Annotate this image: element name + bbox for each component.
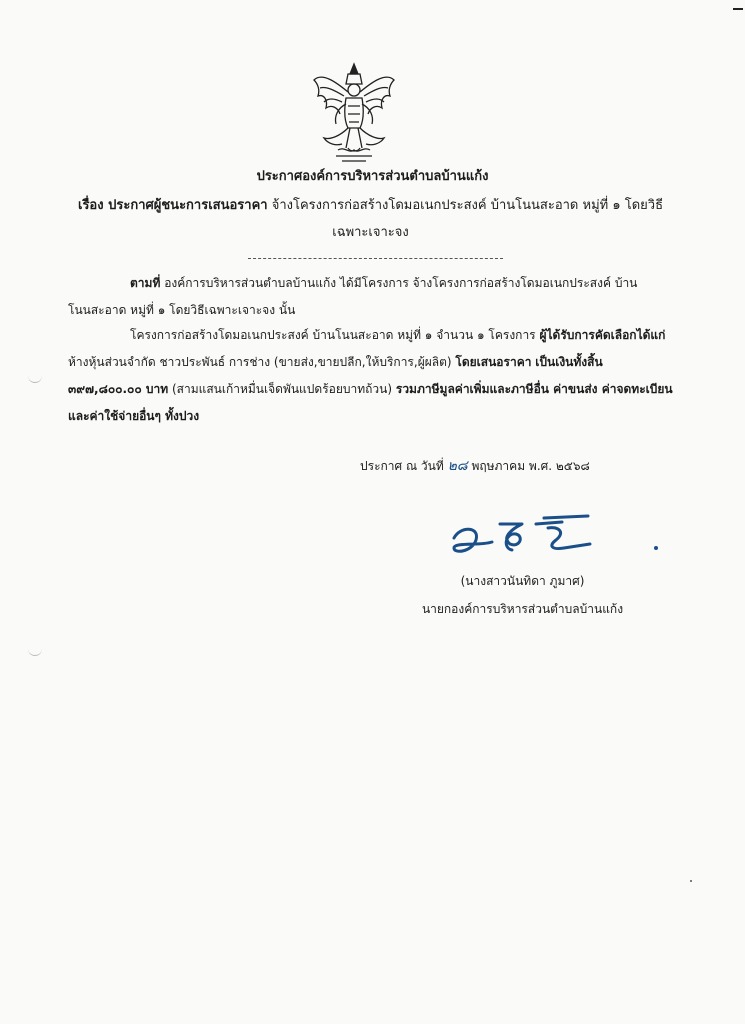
- garuda-emblem-icon: [308, 62, 400, 164]
- p2-total-label: เป็นเงินทั้งสิ้น: [535, 355, 603, 369]
- date-day: ๒๘: [447, 458, 468, 474]
- punch-hole-mark: [28, 645, 42, 656]
- signatory-name: (นางสาวนันทิดา ภูมาศ): [460, 574, 585, 588]
- p1-text: องค์การบริหารส่วนตำบลบ้านแก้ง ได้มีโครงการ จ้างโครงการก่อสร้างโดมอเนกประสงค์ บ้านโนนสะอาด หมู่ที่ ๑ โดยวิธีเฉพาะเจาะจง นั้น: [68, 276, 638, 317]
- paragraph-award: [68, 322, 673, 430]
- date-prefix: ประกาศ ณ วันที่: [360, 459, 444, 473]
- p2-intro: โครงการก่อสร้างโดมอเนกประสงค์ บ้านโนนสะอาด หมู่ที่ ๑ จำนวน ๑ โครงการ: [130, 328, 536, 342]
- punch-hole-mark: [28, 372, 42, 383]
- p2-tail: รวมภาษีมูลค่าเพิ่มและภาษีอื่น ค่าขนส่ง ค่าจดทะเบียน และค่าใช้จ่ายอื่นๆ ทั้งปวง: [68, 382, 673, 423]
- p2-amount: ๓๙๗,๘๐๐.๐๐ บาท: [68, 382, 169, 396]
- p2-price-label: โดยเสนอราคา: [455, 355, 532, 369]
- handwritten-signature: [440, 508, 665, 563]
- scan-edge-mark: [733, 8, 743, 10]
- announcement-date: [360, 455, 680, 477]
- subject-text: จ้างโครงการก่อสร้างโดมอเนกประสงค์ บ้านโนนสะอาด หมู่ที่ ๑ โดยวิธีเฉพาะเจาะจง: [271, 198, 663, 240]
- p2-winner: ห้างหุ้นส่วนจำกัด ชาวประพันธ์ การช่าง (ขายส่ง,ขายปลีก,ให้บริการ,ผู้ผลิต): [68, 355, 452, 369]
- subject-label: เรื่อง ประกาศผู้ชนะการเสนอราคา: [78, 198, 268, 213]
- signatory-position: นายกองค์การบริหารส่วนตำบลบ้านแก้ง: [421, 602, 624, 616]
- divider-line: [248, 258, 503, 259]
- p2-amount-words: (สามแสนเก้าหมื่นเจ็ดพันแปดร้อยบาทถ้วน): [171, 382, 393, 396]
- p1-label: ตามที่: [130, 276, 161, 290]
- paragraph-intro: [68, 270, 673, 324]
- announcement-title: ประกาศองค์การบริหารส่วนตำบลบ้านแก้ง: [256, 169, 489, 184]
- scan-speck: [690, 880, 692, 882]
- announcement-subject: [68, 192, 673, 246]
- date-month-year: พฤษภาคม พ.ศ. ๒๕๖๘: [471, 459, 590, 473]
- p2-winner-label: ผู้ได้รับการคัดเลือกได้แก่: [539, 328, 666, 342]
